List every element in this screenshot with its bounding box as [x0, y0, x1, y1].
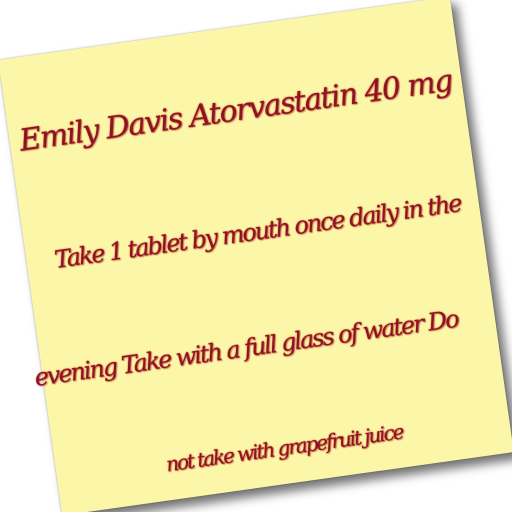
instruction-line-3: not take with grapefruit juice	[164, 419, 404, 477]
patient-drug-line: Emily Davis Atorvastatin 40 mg	[17, 63, 455, 159]
instruction-line-2: evening Take with a full glass of water Do	[32, 304, 460, 392]
instruction-line-1: Take 1 tablet by mouth once daily in the	[52, 189, 463, 274]
